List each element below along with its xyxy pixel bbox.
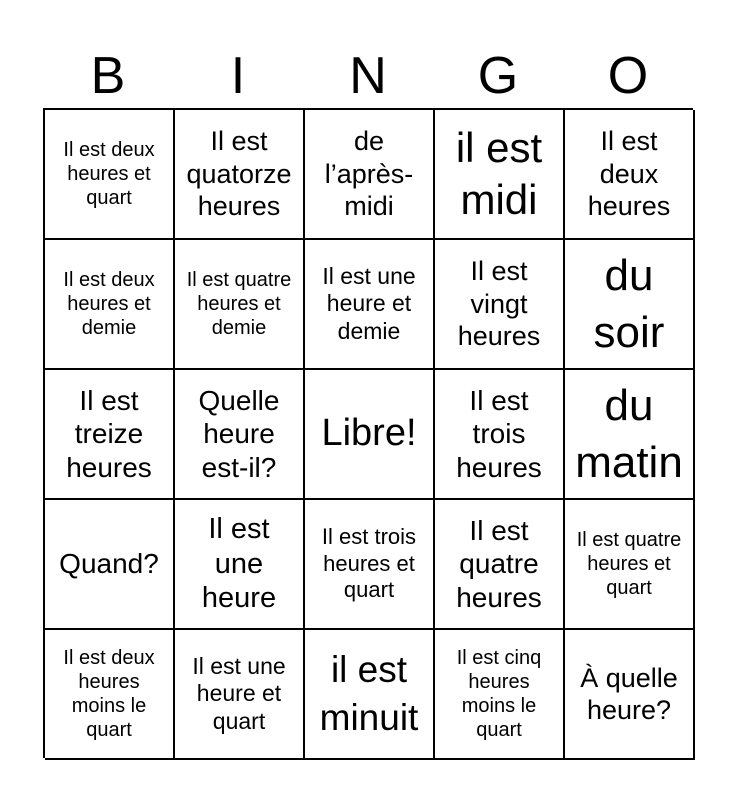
header-letter-o: O	[607, 47, 649, 105]
bingo-cell-r1c3[interactable]: de l’après-midi	[305, 110, 435, 240]
header-letter-g: G	[477, 47, 519, 105]
bingo-cell-r3c3-free[interactable]: Libre!	[305, 370, 435, 500]
bingo-cell-r5c1[interactable]: Il est deux heures moins le quart	[45, 630, 175, 760]
header-letter-i: I	[230, 47, 246, 105]
bingo-cell-r3c5[interactable]: du matin	[565, 370, 695, 500]
bingo-header	[43, 44, 693, 108]
bingo-cell-r4c3[interactable]: Il est trois heures et quart	[305, 500, 435, 630]
bingo-cell-r5c5[interactable]: À quelle heure?	[565, 630, 695, 760]
bingo-cell-r4c2[interactable]: Il est une heure	[175, 500, 305, 630]
bingo-cell-r4c5[interactable]: Il est quatre heures et quart	[565, 500, 695, 630]
bingo-cell-r2c2[interactable]: Il est quatre heures et demie	[175, 240, 305, 370]
bingo-card-grid	[43, 108, 693, 758]
bingo-cell-r3c2[interactable]: Quelle heure est-il?	[175, 370, 305, 500]
bingo-cell-r1c1[interactable]: Il est deux heures et quart	[45, 110, 175, 240]
header-letter-b: B	[90, 47, 126, 105]
bingo-cell-r4c1[interactable]: Quand?	[45, 500, 175, 630]
bingo-cell-r2c1[interactable]: Il est deux heures et demie	[45, 240, 175, 370]
bingo-cell-r1c2[interactable]: Il est quatorze heures	[175, 110, 305, 240]
bingo-cell-r3c1[interactable]: Il est treize heures	[45, 370, 175, 500]
header-letter-n: N	[349, 47, 387, 105]
bingo-cell-r5c4[interactable]: Il est cinq heures moins le quart	[435, 630, 565, 760]
bingo-cell-r4c4[interactable]: Il est quatre heures	[435, 500, 565, 630]
bingo-cell-r1c4[interactable]: il est midi	[435, 110, 565, 240]
bingo-cell-r2c3[interactable]: Il est une heure et demie	[305, 240, 435, 370]
bingo-cell-r3c4[interactable]: Il est trois heures	[435, 370, 565, 500]
bingo-cell-r2c4[interactable]: Il est vingt heures	[435, 240, 565, 370]
bingo-cell-r1c5[interactable]: Il est deux heures	[565, 110, 695, 240]
bingo-cell-r5c2[interactable]: Il est une heure et quart	[175, 630, 305, 760]
bingo-cell-r5c3[interactable]: il est minuit	[305, 630, 435, 760]
bingo-cell-r2c5[interactable]: du soir	[565, 240, 695, 370]
